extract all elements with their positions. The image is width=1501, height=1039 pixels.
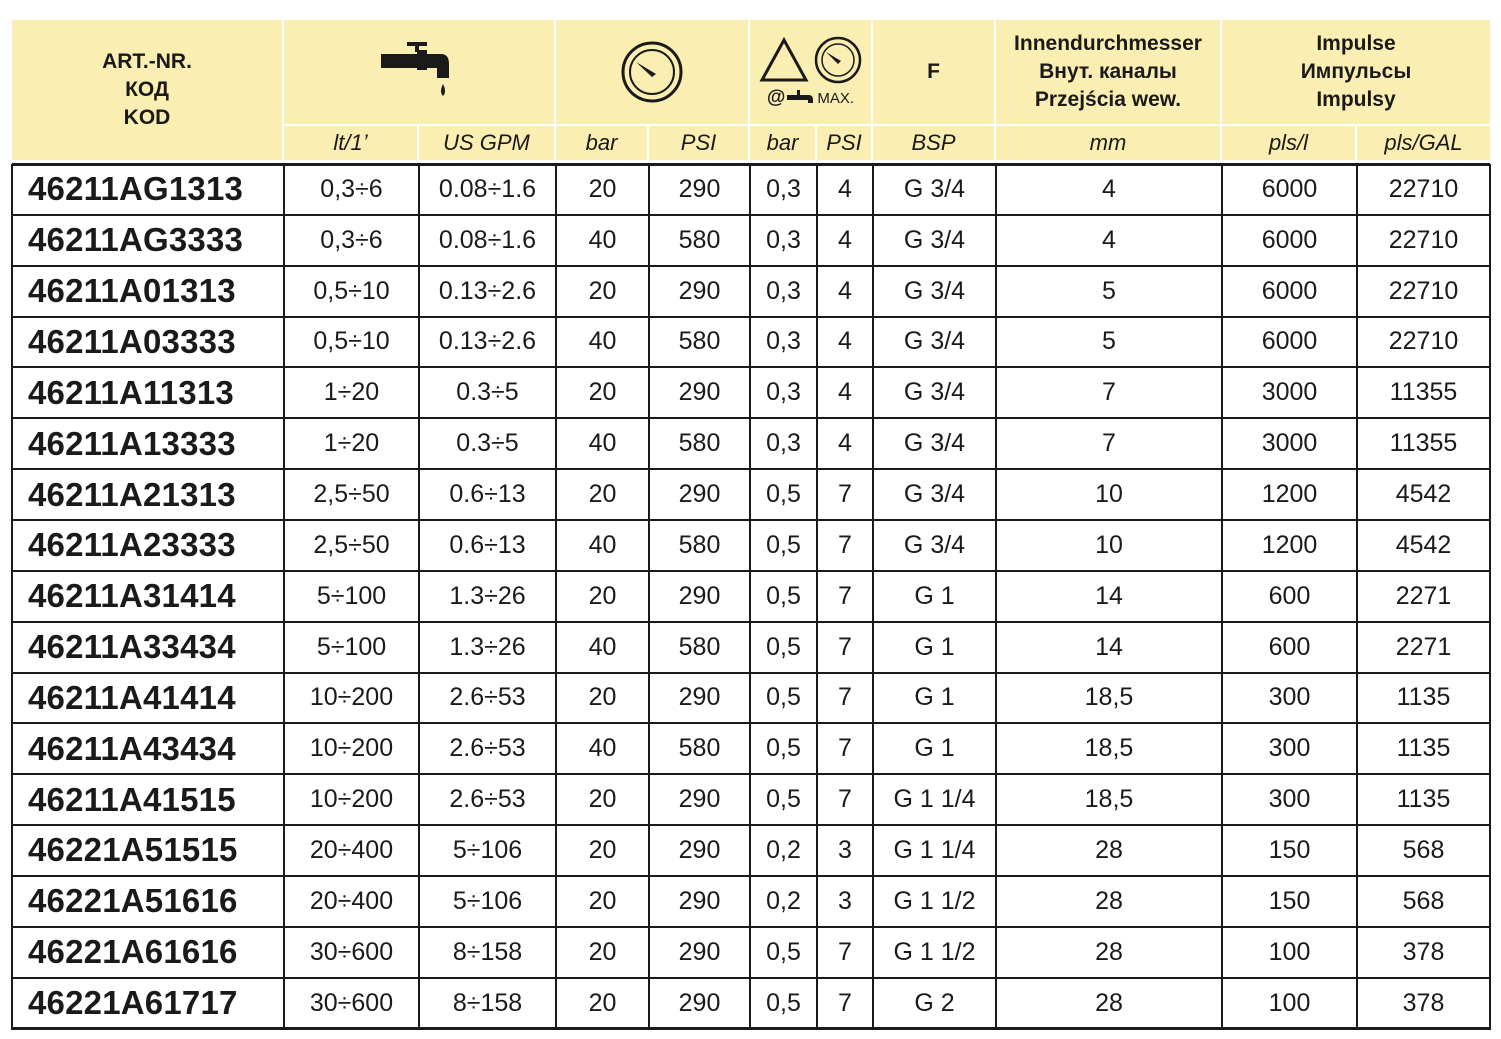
cell-flow-gpm: 8÷158: [452, 988, 523, 1017]
unit-pressure-bar: bar: [556, 126, 647, 160]
cell-pls-gal: 568: [1402, 886, 1445, 915]
cell-pressure-psi: 580: [678, 225, 721, 254]
cell-thread: G 1: [914, 581, 955, 610]
cell-code: 46211A23333: [28, 526, 236, 564]
row-divider: [12, 163, 1490, 166]
cell-flow-gpm: 0.13÷2.6: [438, 327, 537, 356]
cell-pls-l: 3000: [1261, 429, 1318, 458]
column-divider: [648, 164, 650, 1030]
cell-drop-psi: 7: [838, 581, 852, 610]
cell-thread: G 3/4: [903, 327, 966, 356]
cell-pressure-bar: 20: [588, 785, 617, 814]
cell-pressure-psi: 580: [678, 734, 721, 763]
cell-flow-gpm: 0.3÷5: [456, 378, 519, 407]
gauge-icon: [813, 35, 863, 85]
cell-thread: G 1 1/4: [893, 835, 976, 864]
cell-diameter: 18,5: [1084, 785, 1134, 814]
cell-flow-gpm: 0.6÷13: [449, 480, 526, 509]
cell-code: 46211AG3333: [28, 221, 244, 259]
cell-pressure-psi: 290: [678, 276, 721, 305]
cell-pressure-bar: 20: [588, 835, 617, 864]
cell-flow-lt: 0,3÷6: [320, 225, 383, 254]
cell-drop-bar: 0,5: [766, 937, 801, 966]
cell-drop-bar: 0,3: [766, 327, 801, 356]
cell-flow-lt: 10÷200: [309, 683, 394, 712]
cell-diameter: 5: [1102, 276, 1116, 305]
cell-pressure-bar: 40: [588, 327, 617, 356]
cell-pressure-bar: 20: [588, 886, 617, 915]
cell-pressure-bar: 40: [588, 225, 617, 254]
cell-flow-lt: 2,5÷50: [313, 480, 390, 509]
cell-pressure-psi: 580: [678, 327, 721, 356]
cell-code: 46211A03333: [28, 322, 236, 360]
cell-drop-psi: 4: [838, 429, 852, 458]
cell-pls-gal: 378: [1402, 988, 1445, 1017]
cell-pressure-psi: 580: [678, 429, 721, 458]
cell-diameter: 18,5: [1084, 734, 1134, 763]
cell-thread: G 1 1/4: [893, 785, 976, 814]
cell-pressure-psi: 290: [678, 174, 721, 203]
cell-code: 46221A61616: [28, 933, 238, 971]
cell-code: 46211A33434: [28, 628, 236, 666]
cell-flow-gpm: 0.6÷13: [449, 530, 526, 559]
cell-flow-lt: 1÷20: [323, 378, 380, 407]
cell-flow-gpm: 8÷158: [452, 937, 523, 966]
cell-drop-psi: 7: [838, 734, 852, 763]
cell-code: 46211A01313: [28, 272, 236, 310]
row-divider: [12, 1027, 1490, 1030]
cell-drop-psi: 7: [838, 683, 852, 712]
cell-pressure-bar: 20: [588, 174, 617, 203]
cell-flow-lt: 30÷600: [309, 988, 394, 1017]
row-divider: [12, 621, 1490, 623]
unit-impulse-l: pls/l: [1222, 126, 1355, 160]
cell-pressure-bar: 20: [588, 937, 617, 966]
cell-thread: G 3/4: [903, 276, 966, 305]
cell-flow-gpm: 2.6÷53: [449, 785, 526, 814]
cell-pls-l: 150: [1268, 835, 1311, 864]
row-divider: [12, 316, 1490, 318]
cell-diameter: 18,5: [1084, 683, 1134, 712]
cell-thread: G 3/4: [903, 480, 966, 509]
row-divider: [12, 570, 1490, 572]
cell-drop-bar: 0,5: [766, 530, 801, 559]
cell-pls-gal: 22710: [1388, 174, 1459, 203]
cell-flow-gpm: 1.3÷26: [449, 632, 526, 661]
cell-drop-psi: 7: [838, 785, 852, 814]
cell-drop-psi: 7: [838, 530, 852, 559]
cell-diameter: 28: [1095, 835, 1123, 864]
cell-flow-lt: 5÷100: [316, 632, 387, 661]
cell-pressure-psi: 580: [678, 632, 721, 661]
row-divider: [12, 824, 1490, 826]
cell-flow-lt: 30÷600: [309, 937, 394, 966]
cell-thread: G 2: [914, 988, 955, 1017]
header-pressure-drop: @ MAX.: [750, 20, 871, 124]
cell-drop-psi: 7: [838, 632, 852, 661]
cell-thread: G 1: [914, 683, 955, 712]
cell-drop-bar: 0,5: [766, 480, 801, 509]
cell-diameter: 28: [1095, 937, 1123, 966]
cell-pls-gal: 11355: [1389, 429, 1458, 458]
column-divider: [283, 164, 285, 1030]
cell-pls-gal: 1135: [1396, 785, 1451, 814]
column-divider: [816, 164, 818, 1030]
cell-drop-bar: 0,3: [766, 276, 801, 305]
cell-drop-bar: 0,5: [766, 581, 801, 610]
cell-pls-gal: 1135: [1396, 683, 1451, 712]
unit-flow-lt: lt/1’: [284, 126, 417, 160]
cell-drop-psi: 7: [838, 937, 852, 966]
cell-flow-lt: 0,5÷10: [313, 327, 390, 356]
column-divider: [995, 164, 997, 1030]
column-divider: [555, 164, 557, 1030]
cell-flow-lt: 0,3÷6: [320, 174, 383, 203]
unit-diameter-mm: mm: [996, 126, 1220, 160]
cell-drop-bar: 0,3: [766, 225, 801, 254]
cell-pressure-bar: 20: [588, 378, 617, 407]
cell-drop-psi: 7: [838, 988, 852, 1017]
cell-pls-l: 100: [1268, 937, 1311, 966]
cell-diameter: 10: [1095, 530, 1123, 559]
cell-diameter: 7: [1102, 378, 1116, 407]
row-divider: [12, 773, 1490, 775]
column-divider: [1489, 164, 1491, 1030]
cell-code: 46211A13333: [28, 424, 236, 462]
cell-drop-bar: 0,3: [766, 378, 801, 407]
cell-flow-lt: 10÷200: [309, 734, 394, 763]
row-divider: [12, 214, 1490, 216]
cell-pressure-bar: 40: [588, 632, 617, 661]
unit-drop-bar: bar: [750, 126, 815, 160]
cell-diameter: 4: [1102, 174, 1116, 203]
cell-flow-gpm: 0.3÷5: [456, 429, 519, 458]
pressure-gauge-icon: [620, 40, 684, 104]
header-thread: F: [873, 20, 994, 124]
cell-pressure-bar: 20: [588, 480, 617, 509]
cell-thread: G 3/4: [903, 225, 966, 254]
warning-triangle-icon: [759, 37, 809, 83]
column-divider: [1221, 164, 1223, 1030]
cell-drop-psi: 4: [838, 276, 852, 305]
cell-pls-l: 1200: [1261, 530, 1318, 559]
cell-drop-bar: 0,5: [766, 785, 801, 814]
cell-pls-l: 100: [1268, 988, 1311, 1017]
unit-thread-bsp: BSP: [873, 126, 994, 160]
cell-pls-l: 600: [1268, 632, 1311, 661]
cell-pls-l: 6000: [1261, 327, 1318, 356]
cell-flow-gpm: 0.08÷1.6: [438, 225, 537, 254]
cell-drop-psi: 3: [838, 835, 852, 864]
water-tap-icon: [379, 40, 459, 104]
max-label: MAX.: [817, 89, 855, 107]
cell-pls-l: 150: [1268, 886, 1311, 915]
cell-drop-bar: 0,5: [766, 988, 801, 1017]
cell-code: 46211A43434: [28, 729, 236, 767]
row-divider: [12, 722, 1490, 724]
cell-pls-gal: 22710: [1388, 225, 1459, 254]
small-tap-icon: [787, 89, 815, 107]
cell-pls-l: 3000: [1261, 378, 1318, 407]
cell-flow-lt: 20÷400: [309, 835, 394, 864]
cell-diameter: 7: [1102, 429, 1116, 458]
cell-code: 46211AG1313: [28, 170, 244, 208]
cell-drop-bar: 0,5: [766, 683, 801, 712]
cell-pls-gal: 4542: [1395, 530, 1452, 559]
row-divider: [12, 875, 1490, 877]
cell-pls-gal: 11355: [1389, 378, 1458, 407]
cell-drop-bar: 0,2: [766, 835, 801, 864]
cell-flow-lt: 1÷20: [323, 429, 380, 458]
cell-pls-gal: 4542: [1395, 480, 1452, 509]
cell-thread: G 3/4: [903, 174, 966, 203]
cell-flow-gpm: 5÷106: [452, 886, 523, 915]
cell-drop-psi: 3: [838, 886, 852, 915]
cell-drop-bar: 0,5: [766, 632, 801, 661]
cell-pressure-bar: 40: [588, 734, 617, 763]
cell-flow-gpm: 5÷106: [452, 835, 523, 864]
header-flow: [284, 20, 554, 124]
cell-thread: G 3/4: [903, 378, 966, 407]
column-divider: [418, 164, 420, 1030]
cell-pressure-bar: 20: [588, 683, 617, 712]
cell-diameter: 4: [1102, 225, 1116, 254]
cell-pls-gal: 2271: [1395, 632, 1452, 661]
cell-drop-psi: 4: [838, 378, 852, 407]
header-code-line: ART.-NR.: [102, 50, 192, 73]
row-divider: [12, 468, 1490, 470]
row-divider: [12, 926, 1490, 928]
cell-drop-psi: 7: [838, 480, 852, 509]
row-divider: [12, 417, 1490, 419]
cell-pressure-bar: 40: [588, 429, 617, 458]
cell-diameter: 28: [1095, 988, 1123, 1017]
row-divider: [12, 519, 1490, 521]
cell-code: 46221A61717: [28, 984, 238, 1022]
cell-code: 46211A11313: [28, 373, 234, 411]
cell-code: 46221A51616: [28, 882, 238, 920]
cell-drop-bar: 0,3: [766, 429, 801, 458]
cell-pls-l: 6000: [1261, 174, 1318, 203]
cell-code: 46211A21313: [28, 475, 236, 513]
row-divider: [12, 366, 1490, 368]
column-divider: [11, 164, 13, 1030]
cell-pls-l: 300: [1268, 785, 1311, 814]
cell-pls-gal: 22710: [1388, 327, 1459, 356]
cell-flow-lt: 20÷400: [309, 886, 394, 915]
cell-pls-gal: 1135: [1396, 734, 1451, 763]
column-divider: [749, 164, 751, 1030]
cell-thread: G 1 1/2: [893, 937, 976, 966]
unit-drop-psi: PSI: [817, 126, 871, 160]
cell-pressure-psi: 290: [678, 480, 721, 509]
cell-drop-bar: 0,2: [766, 886, 801, 915]
cell-diameter: 10: [1095, 480, 1123, 509]
cell-pls-gal: 568: [1402, 835, 1445, 864]
cell-drop-psi: 4: [838, 225, 852, 254]
cell-code: 46211A41414: [28, 678, 236, 716]
cell-code: 46221A51515: [28, 831, 238, 869]
row-divider: [12, 672, 1490, 674]
header-code: [12, 20, 282, 160]
header-impulses: Impulse Импульсы Impulsy: [1222, 20, 1490, 124]
cell-pressure-bar: 40: [588, 530, 617, 559]
cell-drop-psi: 4: [838, 174, 852, 203]
cell-code: 46211A41515: [28, 780, 236, 818]
cell-pls-l: 1200: [1261, 480, 1318, 509]
cell-pls-l: 6000: [1261, 276, 1318, 305]
cell-pressure-psi: 290: [678, 581, 721, 610]
cell-pls-l: 300: [1268, 683, 1311, 712]
unit-pressure-psi: PSI: [649, 126, 748, 160]
cell-flow-gpm: 2.6÷53: [449, 683, 526, 712]
cell-pls-gal: 378: [1402, 937, 1445, 966]
cell-pls-l: 300: [1268, 734, 1311, 763]
column-divider: [872, 164, 874, 1030]
cell-diameter: 28: [1095, 886, 1123, 915]
cell-pressure-psi: 290: [678, 886, 721, 915]
cell-drop-bar: 0,3: [766, 174, 801, 203]
unit-impulse-gal: pls/GAL: [1357, 126, 1490, 160]
cell-thread: G 3/4: [903, 429, 966, 458]
cell-drop-bar: 0,5: [766, 734, 801, 763]
cell-thread: G 3/4: [903, 530, 966, 559]
cell-pressure-psi: 290: [678, 378, 721, 407]
cell-thread: G 1: [914, 734, 955, 763]
row-divider: [12, 977, 1490, 979]
cell-pressure-bar: 20: [588, 581, 617, 610]
cell-flow-lt: 0,5÷10: [313, 276, 390, 305]
cell-flow-lt: 10÷200: [309, 785, 394, 814]
cell-diameter: 14: [1095, 581, 1123, 610]
header-inner-diameter: Innendurchmesser Внут. каналы Przejścia wew.: [996, 20, 1220, 124]
cell-flow-gpm: 0.08÷1.6: [438, 174, 537, 203]
header-code-line: KOD: [123, 106, 171, 129]
cell-pressure-psi: 290: [678, 683, 721, 712]
cell-pressure-psi: 580: [678, 530, 721, 559]
cell-pressure-psi: 290: [678, 835, 721, 864]
cell-diameter: 5: [1102, 327, 1116, 356]
header-code-line: КОД: [125, 78, 169, 101]
cell-thread: G 1: [914, 632, 955, 661]
cell-pressure-bar: 20: [588, 988, 617, 1017]
cell-flow-gpm: 2.6÷53: [449, 734, 526, 763]
column-divider: [1356, 164, 1358, 1030]
cell-flow-lt: 5÷100: [316, 581, 387, 610]
cell-pressure-psi: 290: [678, 988, 721, 1017]
row-divider: [12, 265, 1490, 267]
header-pressure: [556, 20, 748, 124]
cell-pressure-bar: 20: [588, 276, 617, 305]
cell-flow-gpm: 1.3÷26: [449, 581, 526, 610]
cell-flow-gpm: 0.13÷2.6: [438, 276, 537, 305]
unit-flow-gpm: US GPM: [419, 126, 554, 160]
cell-flow-lt: 2,5÷50: [313, 530, 390, 559]
cell-thread: G 1 1/2: [893, 886, 976, 915]
cell-drop-psi: 4: [838, 327, 852, 356]
cell-code: 46211A31414: [28, 577, 236, 615]
cell-pls-l: 6000: [1261, 225, 1318, 254]
cell-pressure-psi: 290: [678, 937, 721, 966]
cell-pls-gal: 22710: [1388, 276, 1459, 305]
cell-pressure-psi: 290: [678, 785, 721, 814]
cell-diameter: 14: [1095, 632, 1123, 661]
cell-pls-gal: 2271: [1395, 581, 1452, 610]
cell-pls-l: 600: [1268, 581, 1311, 610]
